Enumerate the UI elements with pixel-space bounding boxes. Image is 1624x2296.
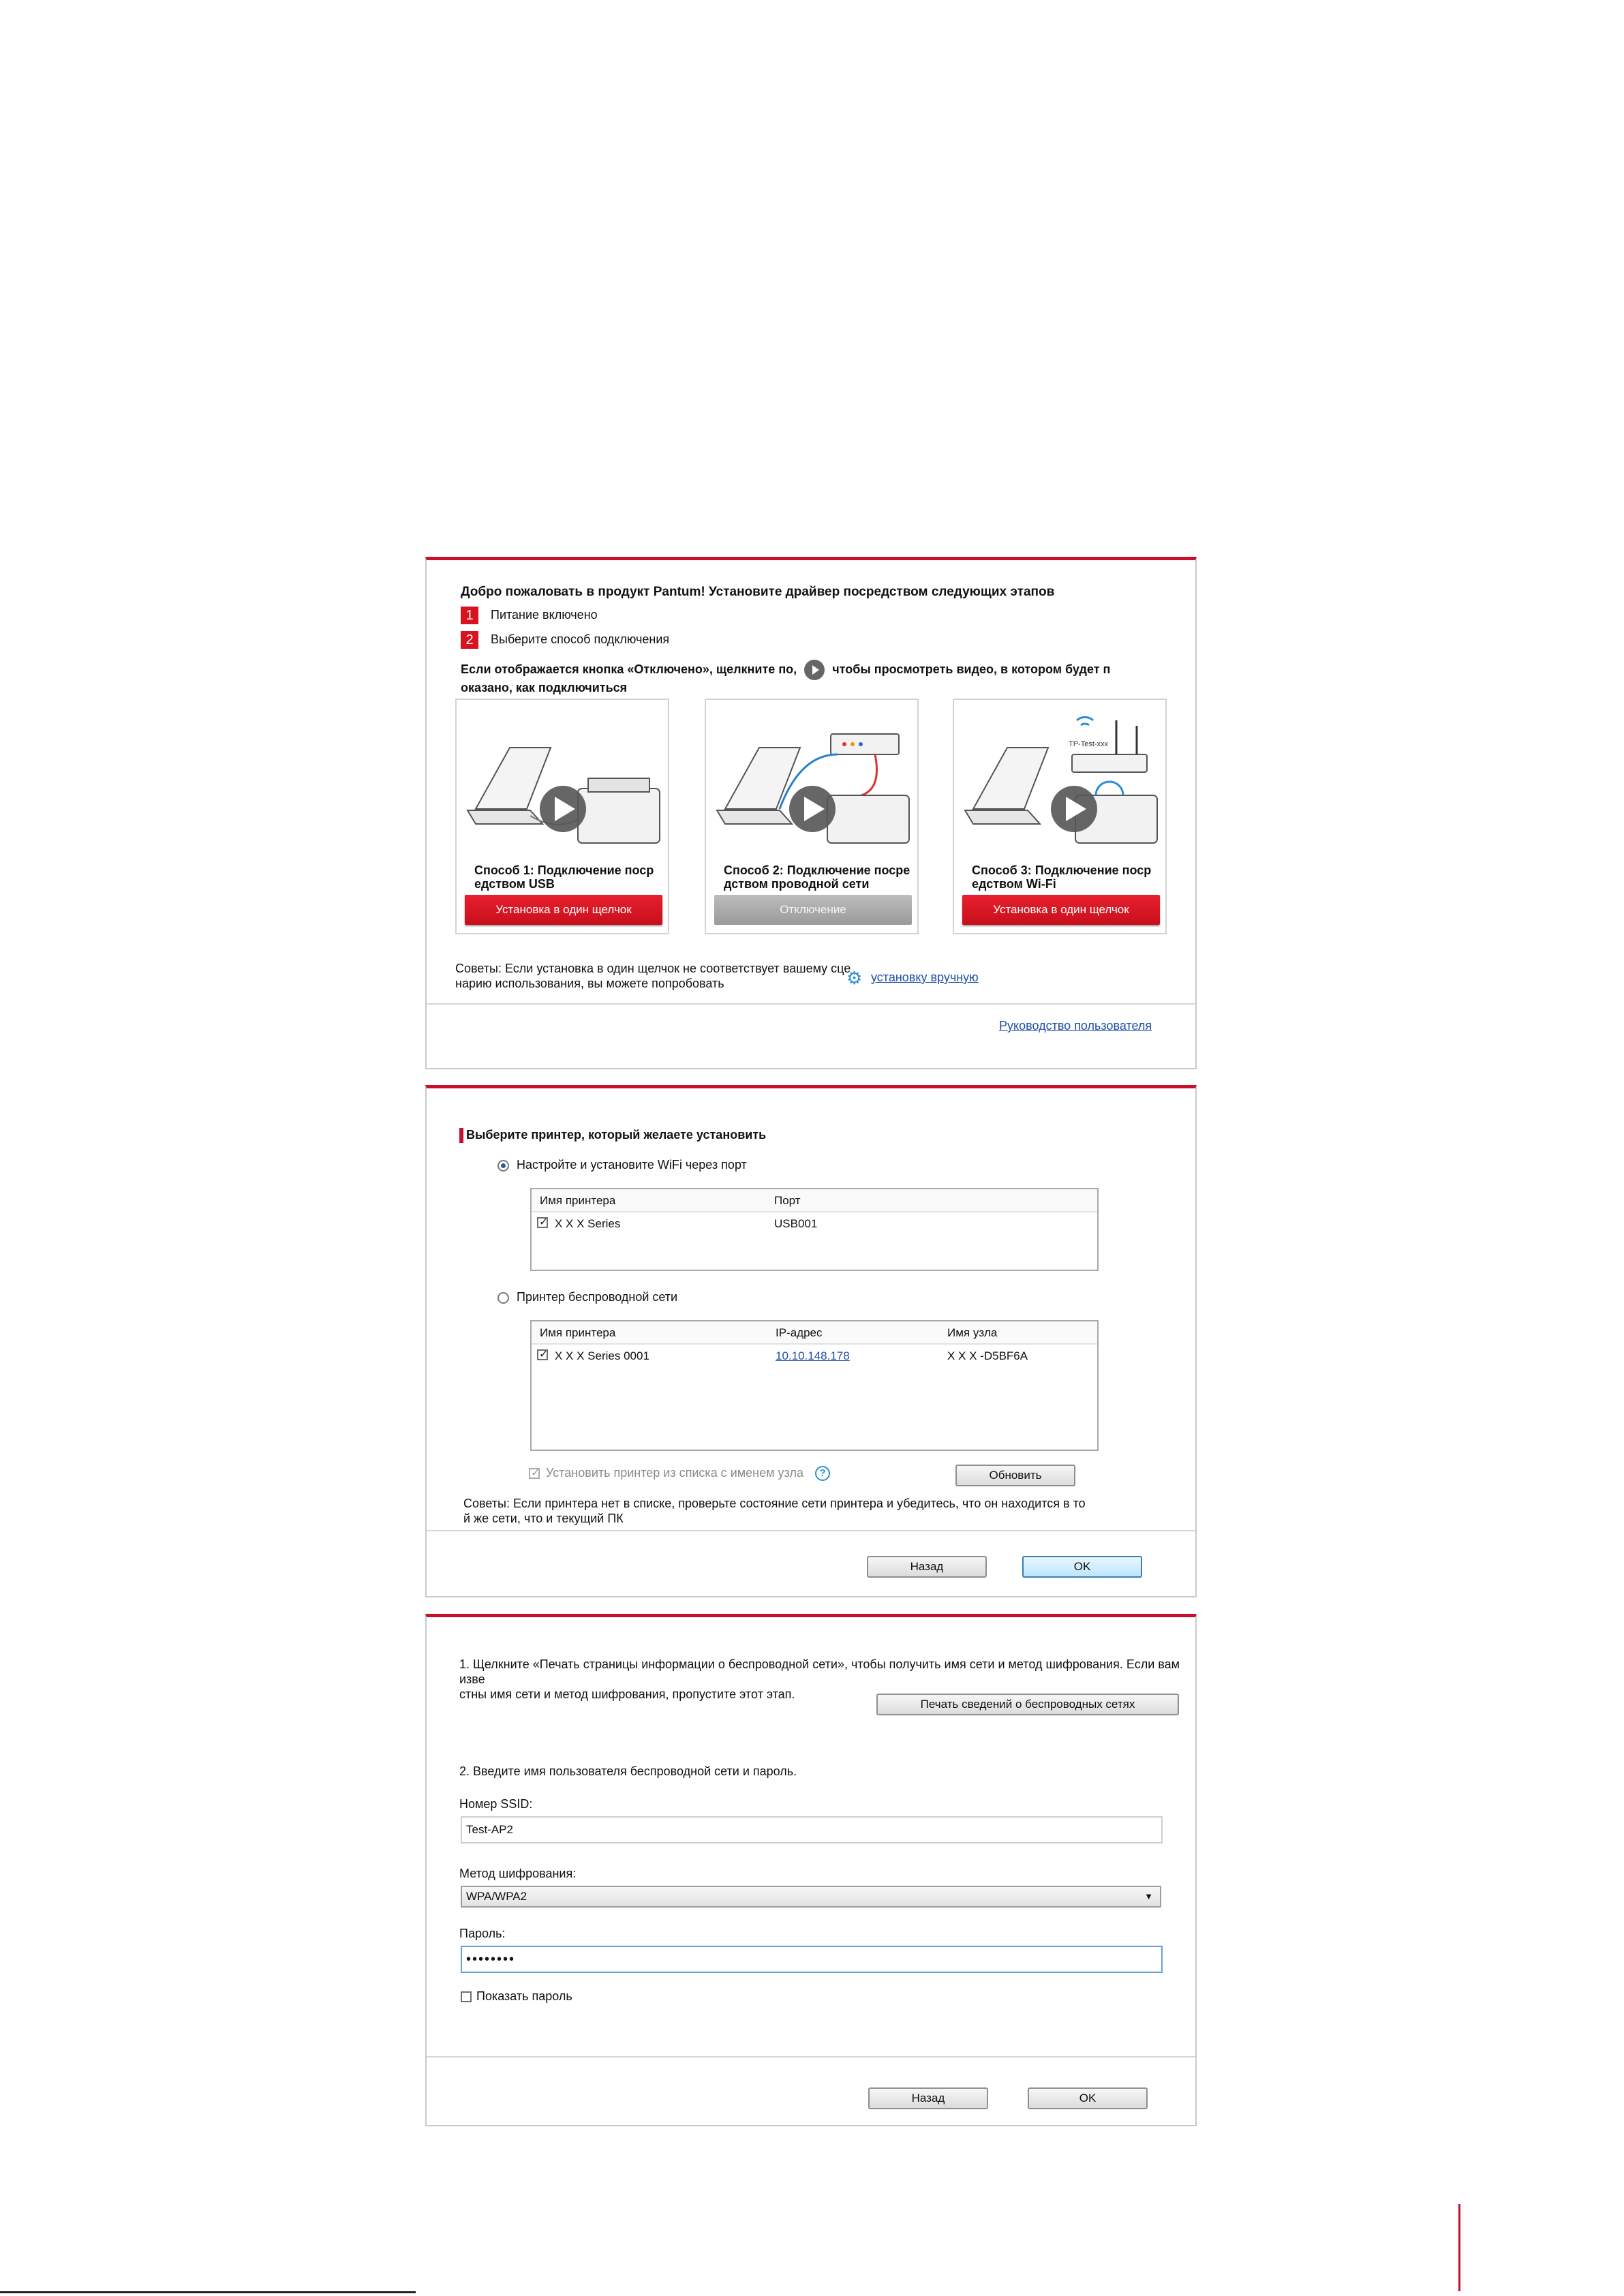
video-hint-part1: Если отображается кнопка «Отключено», щелкните по,	[461, 662, 797, 676]
row-ip-link[interactable]: 10.10.148.178	[776, 1349, 850, 1362]
col-host: Имя узла	[947, 1326, 998, 1339]
printer-tips	[463, 1496, 1086, 1526]
disabled-wired-button: Отключение	[714, 895, 912, 925]
method-title-usb	[474, 863, 665, 891]
play-video-icon[interactable]	[804, 660, 825, 680]
show-password-checkbox[interactable]	[461, 1991, 472, 2002]
install-by-host-label: Установить принтер из списка с именем узла	[546, 1466, 804, 1480]
method-title-wired	[724, 863, 915, 891]
router-label: TP-Test-xxx	[1069, 740, 1109, 748]
step1-text-l1: 1. Щелкните «Печать страницы информации о беспроводной сети», чтобы получить имя сети и метод шифрования. Если вам изве	[459, 1657, 1180, 1686]
row-printer-name: X X X Series	[555, 1217, 621, 1230]
step2-text: 2. Введите имя пользователя беспроводной сети и пароль.	[459, 1764, 797, 1778]
col-ip: IP-адрес	[776, 1326, 823, 1339]
row-checkbox[interactable]	[537, 1349, 548, 1360]
wired-printer-table	[530, 1188, 1099, 1271]
user-guide-link[interactable]: Руководство пользователя	[999, 1019, 1152, 1032]
select-printer-heading: Выберите принтер, который желаете установить	[466, 1128, 767, 1142]
select-printer-panel	[425, 1085, 1197, 1597]
method-title-wired-l2: дством проводной сети	[724, 877, 870, 891]
step-2	[461, 631, 669, 649]
table-header	[532, 1321, 1097, 1345]
video-hint-line2: оказано, как подключиться	[461, 681, 628, 694]
radio-wired[interactable]	[497, 1160, 509, 1172]
password-label: Пароль:	[459, 1927, 506, 1940]
page-edge-mark	[1458, 2204, 1460, 2291]
install-by-host-checkbox	[529, 1468, 540, 1479]
manual-install-link[interactable]: установку вручную	[871, 970, 979, 984]
page-bottom-rule	[0, 2291, 416, 2293]
option-wireless-label: Принтер беспроводной сети	[517, 1290, 678, 1304]
install-tips-l2: нарию использования, вы можете попробовать	[455, 977, 724, 990]
heading-accent	[459, 1128, 463, 1143]
step-2-badge: 2	[461, 631, 478, 649]
method-title-wired-l1: Способ 2: Подключение посре	[724, 863, 910, 877]
row-checkbox[interactable]	[537, 1217, 548, 1228]
step-1-label: Питание включено	[491, 607, 598, 622]
radio-wireless[interactable]	[497, 1292, 509, 1304]
install-tips-l1: Советы: Если установка в один щелчок не соответствует вашему сце	[455, 962, 851, 975]
refresh-button[interactable]: Обновить	[955, 1465, 1075, 1486]
option-wireless[interactable]	[497, 1290, 677, 1304]
option-wired-label: Настройте и установите WiFi через порт	[517, 1158, 747, 1172]
one-click-install-usb-button[interactable]: Установка в один щелчок	[465, 895, 662, 925]
method-card-wifi[interactable]	[953, 699, 1167, 934]
video-hint	[461, 660, 1183, 695]
method-card-wired[interactable]	[705, 699, 919, 934]
usb-connection-illustration	[462, 707, 664, 857]
wifi-connection-illustration	[960, 707, 1161, 857]
show-password-label: Показать пароль	[476, 1989, 572, 2003]
method-title-wifi-l1: Способ 3: Подключение поср	[972, 863, 1152, 877]
table-row[interactable]	[532, 1215, 1097, 1234]
row-host: X X X -D5BF6A	[947, 1349, 1028, 1362]
connection-method-panel	[425, 557, 1197, 1069]
one-click-install-wifi-button[interactable]: Установка в один щелчок	[962, 895, 1160, 925]
row-printer-name: X X X Series 0001	[555, 1349, 649, 1362]
method-title-wifi	[972, 863, 1163, 891]
ok-button[interactable]: OK	[1022, 1556, 1142, 1578]
video-hint-part2: чтобы просмотреть видео, в котором будет п	[832, 662, 1111, 676]
print-wireless-info-button[interactable]: Печать сведений о беспроводных сетях	[876, 1694, 1179, 1715]
gear-icon: ⚙	[846, 968, 863, 988]
encryption-label: Метод шифрования:	[459, 1867, 577, 1880]
col-printer-name: Имя принтера	[540, 1194, 616, 1207]
option-wired[interactable]	[497, 1158, 747, 1172]
col-printer-name: Имя принтера	[540, 1326, 616, 1339]
method-card-usb[interactable]	[455, 699, 669, 934]
row-port: USB001	[774, 1217, 818, 1230]
chevron-down-icon: ▼	[1144, 1891, 1153, 1901]
step1-text-l2: стны имя сети и метод шифрования, пропустите этот этап.	[459, 1687, 795, 1701]
show-password-option[interactable]	[461, 1989, 572, 2004]
method-title-usb-l1: Способ 1: Подключение поср	[474, 863, 654, 877]
divider	[427, 2056, 1195, 2057]
wired-connection-illustration	[711, 707, 913, 857]
table-row[interactable]	[532, 1347, 1097, 1366]
method-title-wifi-l2: едством Wi-Fi	[972, 877, 1056, 891]
wireless-printer-table	[530, 1320, 1099, 1451]
divider	[427, 1003, 1195, 1005]
back-button[interactable]: Назад	[868, 2087, 988, 2109]
method-title-usb-l2: едством USB	[474, 877, 555, 891]
ssid-input[interactable]: Test-AP2	[461, 1816, 1163, 1843]
step-2-label: Выберите способ подключения	[491, 632, 670, 646]
ssid-label: Номер SSID:	[459, 1797, 533, 1811]
printer-tips-l2: й же сети, что и текущий ПК	[463, 1512, 624, 1525]
divider	[427, 1530, 1195, 1531]
col-port: Порт	[774, 1194, 801, 1207]
step-1	[461, 607, 598, 624]
ok-button[interactable]: OK	[1028, 2087, 1148, 2109]
printer-tips-l1: Советы: Если принтера нет в списке, проверьте состояние сети принтера и убедитесь, что он находится в то	[463, 1497, 1086, 1510]
install-by-host-option	[529, 1466, 830, 1481]
encryption-value: WPA/WPA2	[466, 1890, 527, 1903]
encryption-select[interactable]	[461, 1886, 1161, 1908]
install-tips	[455, 961, 851, 991]
welcome-heading: Добро пожаловать в продукт Pantum! Установите драйвер посредством следующих этапов	[461, 585, 1055, 599]
password-input[interactable]: ••••••••	[461, 1946, 1163, 1973]
table-header	[532, 1189, 1097, 1212]
step-1-badge: 1	[461, 607, 478, 624]
back-button[interactable]: Назад	[867, 1556, 987, 1578]
help-icon[interactable]: ?	[815, 1466, 830, 1481]
wifi-settings-panel	[425, 1614, 1197, 2126]
